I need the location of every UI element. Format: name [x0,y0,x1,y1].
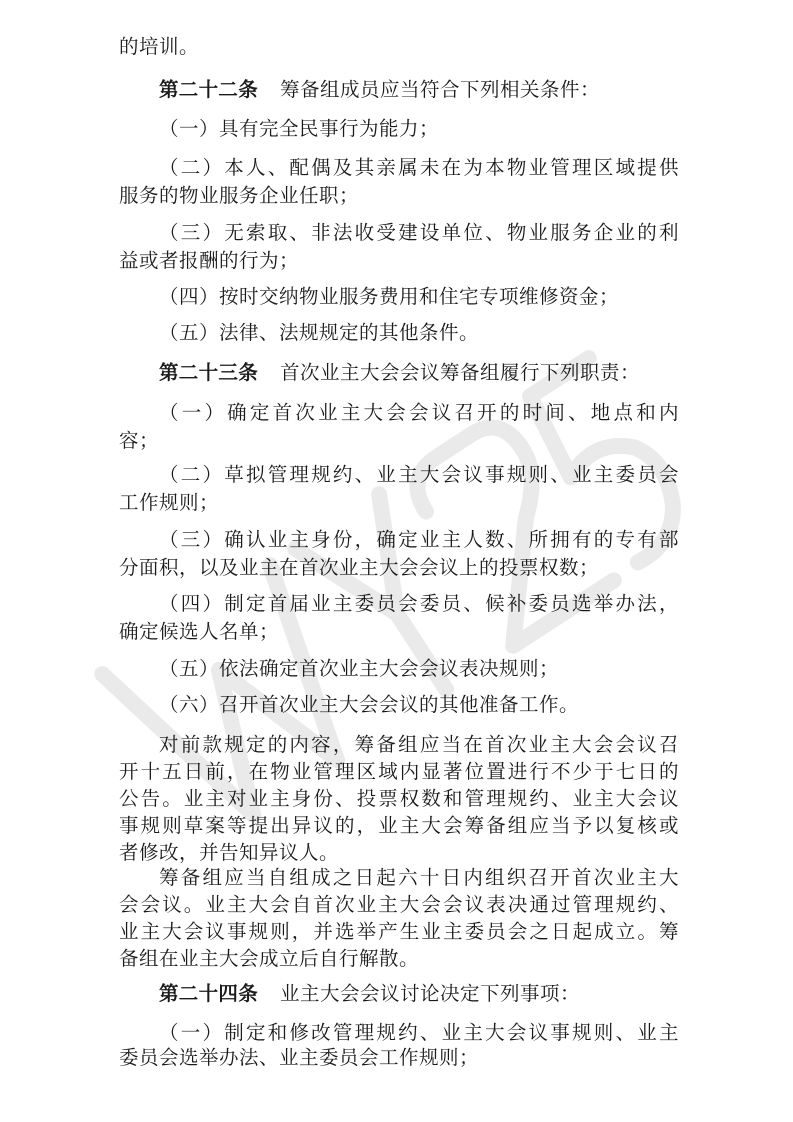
text-line: 会会议。业主大会自首次业主大会会议表决通过管理规约、 [119,893,679,916]
article-number: 第二十二条 [159,78,259,101]
text-line: 益或者报酬的行为； [119,249,300,272]
text-line: 的培训。 [119,35,200,58]
text-line: （二）草拟管理规约、业主大会议事规则、业主委员会 [159,463,679,486]
text-line: （一）具有完全民事行为能力； [159,117,440,140]
article-number: 第二十四条 [159,982,259,1005]
article-heading-23: 第二十三条 首次业主大会会议筹备组履行下列职责： [159,361,641,384]
text-line: 开十五日前，在物业管理区域内显著位置进行不少于七日的 [119,760,679,783]
text-line: 公告。业主对业主身份、投票权数和管理规约、业主大会议 [119,787,679,810]
text-line: 容； [119,429,160,452]
text-line: 委员会选举办法、业主委员会工作规则； [119,1046,480,1069]
text-line: 工作规则； [119,491,220,514]
text-line: 事规则草案等提出异议的，业主大会筹备组应当予以复核或 [119,814,679,837]
text-line: 分面积，以及业主在首次业主大会会议上的投票权数； [119,556,600,579]
article-heading-22: 第二十二条 筹备组成员应当符合下列相关条件： [159,78,601,101]
text-line: 备组在业主大会成立后自行解散。 [119,947,420,970]
text-line: （三）无索取、非法收受建设单位、物业服务企业的利 [159,221,679,244]
text-line: （二）本人、配偶及其亲属未在为本物业管理区域提供 [159,156,679,179]
text-line: （一）制定和修改管理规约、业主大会议事规则、业主 [159,1021,679,1044]
text-line: （五）法律、法规规定的其他条件。 [159,321,480,344]
text-line: （五）依法确定首次业主大会会议表决规则； [159,657,560,680]
text-line: （四）制定首届业主委员会委员、候补委员选举办法， [159,592,679,615]
text-line: 确定候选人名单； [119,620,280,643]
text-line: 筹备组应当自组成之日起六十日内组织召开首次业主大 [159,866,679,889]
text-line: （六）召开首次业主大会会议的其他准备工作。 [159,693,580,716]
text-line: 者修改，并告知异议人。 [119,841,340,864]
article-number: 第二十三条 [159,361,259,384]
text-line: （四）按时交纳物业服务费用和住宅专项维修资金； [159,285,620,308]
text-line: 业主大会议事规则，并选举产生业主委员会之日起成立。筹 [119,920,679,943]
text-line: （一）确定首次业主大会会议召开的时间、地点和内 [159,401,679,424]
text-line: （三）确认业主身份，确定业主人数、所拥有的专有部 [159,528,679,551]
text-line: 服务的物业服务企业任职； [119,184,360,207]
text-line: 对前款规定的内容，筹备组应当在首次业主大会会议召 [159,733,679,756]
article-heading-24: 第二十四条 业主大会会议讨论决定下列事项： [159,982,581,1005]
